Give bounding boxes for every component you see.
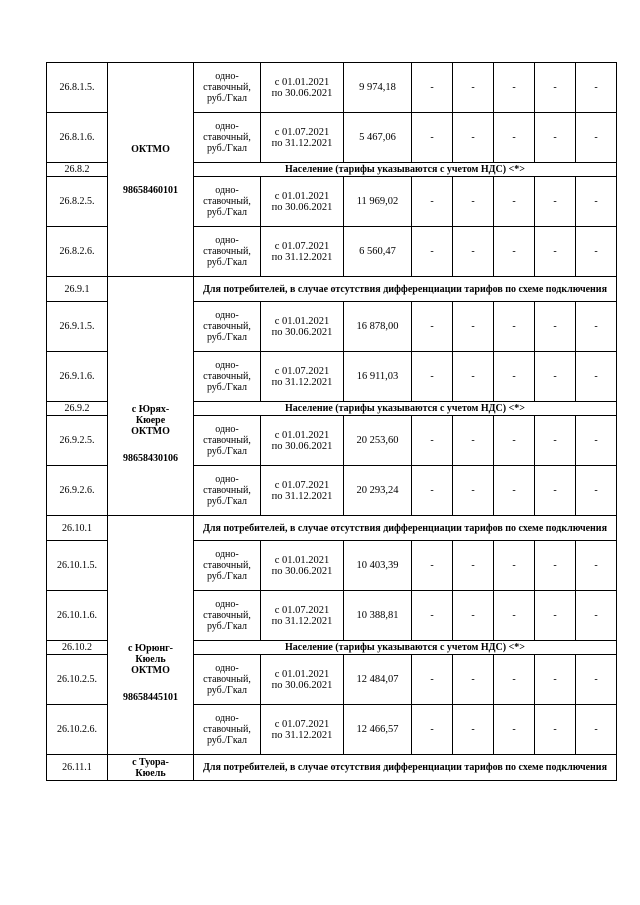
period: с 01.07.2021 по 31.12.2021 bbox=[261, 227, 344, 277]
empty-value: - bbox=[453, 591, 494, 641]
empty-value: - bbox=[535, 416, 576, 466]
row-number: 26.8.2 bbox=[47, 163, 108, 177]
empty-value: - bbox=[535, 541, 576, 591]
empty-value: - bbox=[453, 302, 494, 352]
tariff-table bbox=[46, 62, 617, 781]
rate-type: одно- ставочный, руб./Гкал bbox=[194, 302, 261, 352]
table-row bbox=[47, 277, 617, 302]
empty-value: - bbox=[453, 352, 494, 402]
population-header: Население (тарифы указываются с учетом НДС) <*> bbox=[194, 163, 617, 177]
empty-value: - bbox=[453, 113, 494, 163]
period: с 01.07.2021 по 31.12.2021 bbox=[261, 352, 344, 402]
empty-value: - bbox=[412, 113, 453, 163]
locality-cell bbox=[108, 277, 194, 516]
tariff-value: 20 293,24 bbox=[344, 466, 412, 516]
empty-value: - bbox=[535, 302, 576, 352]
period: с 01.01.2021 по 30.06.2021 bbox=[261, 416, 344, 466]
empty-value: - bbox=[453, 416, 494, 466]
rate-type: одно- ставочный, руб./Гкал bbox=[194, 352, 261, 402]
period: с 01.01.2021 по 30.06.2021 bbox=[261, 541, 344, 591]
empty-value: - bbox=[453, 541, 494, 591]
row-number: 26.10.1.5. bbox=[47, 541, 108, 591]
locality-name: с Юрях-Кюере bbox=[131, 404, 170, 426]
rate-type: одно- ставочный, руб./Гкал bbox=[194, 63, 261, 113]
empty-value: - bbox=[494, 416, 535, 466]
row-number: 26.9.2.5. bbox=[47, 416, 108, 466]
rate-type: одно- ставочный, руб./Гкал bbox=[194, 113, 261, 163]
empty-value: - bbox=[576, 655, 617, 705]
table-row bbox=[47, 63, 617, 113]
empty-value: - bbox=[494, 591, 535, 641]
empty-value: - bbox=[453, 177, 494, 227]
empty-value: - bbox=[494, 177, 535, 227]
empty-value: - bbox=[576, 541, 617, 591]
rate-type: одно- ставочный, руб./Гкал bbox=[194, 177, 261, 227]
consumers-header: Для потребителей, в случае отсутствия дифференциации тарифов по схеме подключения bbox=[194, 277, 617, 302]
empty-value: - bbox=[535, 177, 576, 227]
empty-value: - bbox=[494, 466, 535, 516]
empty-value: - bbox=[535, 113, 576, 163]
population-header: Население (тарифы указываются с учетом НДС) <*> bbox=[194, 402, 617, 416]
period: с 01.07.2021 по 31.12.2021 bbox=[261, 591, 344, 641]
empty-value: - bbox=[412, 466, 453, 516]
table-row bbox=[47, 755, 617, 781]
oktmo-label: ОКТМО bbox=[131, 426, 170, 437]
empty-value: - bbox=[576, 352, 617, 402]
empty-value: - bbox=[576, 466, 617, 516]
locality-cell bbox=[108, 755, 194, 781]
row-number: 26.10.2 bbox=[47, 641, 108, 655]
row-number: 26.8.1.5. bbox=[47, 63, 108, 113]
period: с 01.01.2021 по 30.06.2021 bbox=[261, 655, 344, 705]
empty-value: - bbox=[576, 227, 617, 277]
empty-value: - bbox=[494, 705, 535, 755]
locality-cell bbox=[108, 63, 194, 277]
row-number: 26.9.1.6. bbox=[47, 352, 108, 402]
empty-value: - bbox=[412, 655, 453, 705]
row-number: 26.9.2 bbox=[47, 402, 108, 416]
empty-value: - bbox=[535, 466, 576, 516]
period: с 01.07.2021 по 31.12.2021 bbox=[261, 466, 344, 516]
empty-value: - bbox=[535, 591, 576, 641]
empty-value: - bbox=[576, 302, 617, 352]
empty-value: - bbox=[494, 113, 535, 163]
oktmo-code: 98658460101 bbox=[123, 184, 178, 196]
empty-value: - bbox=[412, 591, 453, 641]
period: с 01.07.2021 по 31.12.2021 bbox=[261, 113, 344, 163]
population-header: Население (тарифы указываются с учетом НДС) <*> bbox=[194, 641, 617, 655]
empty-value: - bbox=[494, 63, 535, 113]
row-number: 26.10.1 bbox=[47, 516, 108, 541]
row-number: 26.8.2.6. bbox=[47, 227, 108, 277]
empty-value: - bbox=[535, 705, 576, 755]
empty-value: - bbox=[453, 63, 494, 113]
row-number: 26.9.1 bbox=[47, 277, 108, 302]
tariff-value: 6 560,47 bbox=[344, 227, 412, 277]
rate-type: одно- ставочный, руб./Гкал bbox=[194, 541, 261, 591]
tariff-value: 12 484,07 bbox=[344, 655, 412, 705]
row-number: 26.11.1 bbox=[47, 755, 108, 781]
period: с 01.01.2021 по 30.06.2021 bbox=[261, 177, 344, 227]
empty-value: - bbox=[535, 352, 576, 402]
rate-type: одно- ставочный, руб./Гкал bbox=[194, 705, 261, 755]
oktmo-label: ОКТМО bbox=[131, 665, 170, 676]
row-number: 26.10.1.6. bbox=[47, 591, 108, 641]
empty-value: - bbox=[412, 177, 453, 227]
row-number: 26.10.2.5. bbox=[47, 655, 108, 705]
empty-value: - bbox=[453, 655, 494, 705]
rate-type: одно- ставочный, руб./Гкал bbox=[194, 591, 261, 641]
tariff-value: 16 878,00 bbox=[344, 302, 412, 352]
table-row bbox=[47, 516, 617, 541]
empty-value: - bbox=[453, 227, 494, 277]
row-number: 26.9.1.5. bbox=[47, 302, 108, 352]
row-number: 26.8.1.6. bbox=[47, 113, 108, 163]
empty-value: - bbox=[535, 63, 576, 113]
empty-value: - bbox=[535, 655, 576, 705]
empty-value: - bbox=[576, 113, 617, 163]
consumers-header: Для потребителей, в случае отсутствия дифференциации тарифов по схеме подключения bbox=[194, 755, 617, 781]
tariff-value: 5 467,06 bbox=[344, 113, 412, 163]
rate-type: одно- ставочный, руб./Гкал bbox=[194, 227, 261, 277]
empty-value: - bbox=[494, 302, 535, 352]
period: с 01.01.2021 по 30.06.2021 bbox=[261, 302, 344, 352]
oktmo-code: 98658445101 bbox=[123, 692, 178, 703]
row-number: 26.9.2.6. bbox=[47, 466, 108, 516]
empty-value: - bbox=[494, 352, 535, 402]
empty-value: - bbox=[412, 227, 453, 277]
empty-value: - bbox=[576, 63, 617, 113]
empty-value: - bbox=[576, 591, 617, 641]
empty-value: - bbox=[412, 302, 453, 352]
empty-value: - bbox=[412, 416, 453, 466]
empty-value: - bbox=[535, 227, 576, 277]
empty-value: - bbox=[576, 416, 617, 466]
oktmo-label: ОКТМО bbox=[131, 143, 170, 155]
tariff-value: 20 253,60 bbox=[344, 416, 412, 466]
empty-value: - bbox=[494, 541, 535, 591]
tariff-value: 10 403,39 bbox=[344, 541, 412, 591]
tariff-value: 16 911,03 bbox=[344, 352, 412, 402]
row-number: 26.8.2.5. bbox=[47, 177, 108, 227]
consumers-header: Для потребителей, в случае отсутствия дифференциации тарифов по схеме подключения bbox=[194, 516, 617, 541]
empty-value: - bbox=[412, 352, 453, 402]
empty-value: - bbox=[453, 466, 494, 516]
empty-value: - bbox=[494, 655, 535, 705]
empty-value: - bbox=[576, 705, 617, 755]
locality-name: с Туора-Кюель bbox=[132, 756, 169, 779]
empty-value: - bbox=[412, 63, 453, 113]
rate-type: одно- ставочный, руб./Гкал bbox=[194, 655, 261, 705]
rate-type: одно- ставочный, руб./Гкал bbox=[194, 466, 261, 516]
period: с 01.07.2021 по 31.12.2021 bbox=[261, 705, 344, 755]
rate-type: одно- ставочный, руб./Гкал bbox=[194, 416, 261, 466]
row-number: 26.10.2.6. bbox=[47, 705, 108, 755]
tariff-value: 11 969,02 bbox=[344, 177, 412, 227]
tariff-value: 9 974,18 bbox=[344, 63, 412, 113]
tariff-value: 10 388,81 bbox=[344, 591, 412, 641]
empty-value: - bbox=[412, 705, 453, 755]
period: с 01.01.2021 по 30.06.2021 bbox=[261, 63, 344, 113]
empty-value: - bbox=[494, 227, 535, 277]
oktmo-code: 98658430106 bbox=[123, 453, 178, 464]
locality-cell bbox=[108, 516, 194, 755]
empty-value: - bbox=[412, 541, 453, 591]
empty-value: - bbox=[453, 705, 494, 755]
locality-name: с Юрюнг-Кюель bbox=[127, 643, 174, 665]
tariff-value: 12 466,57 bbox=[344, 705, 412, 755]
empty-value: - bbox=[576, 177, 617, 227]
